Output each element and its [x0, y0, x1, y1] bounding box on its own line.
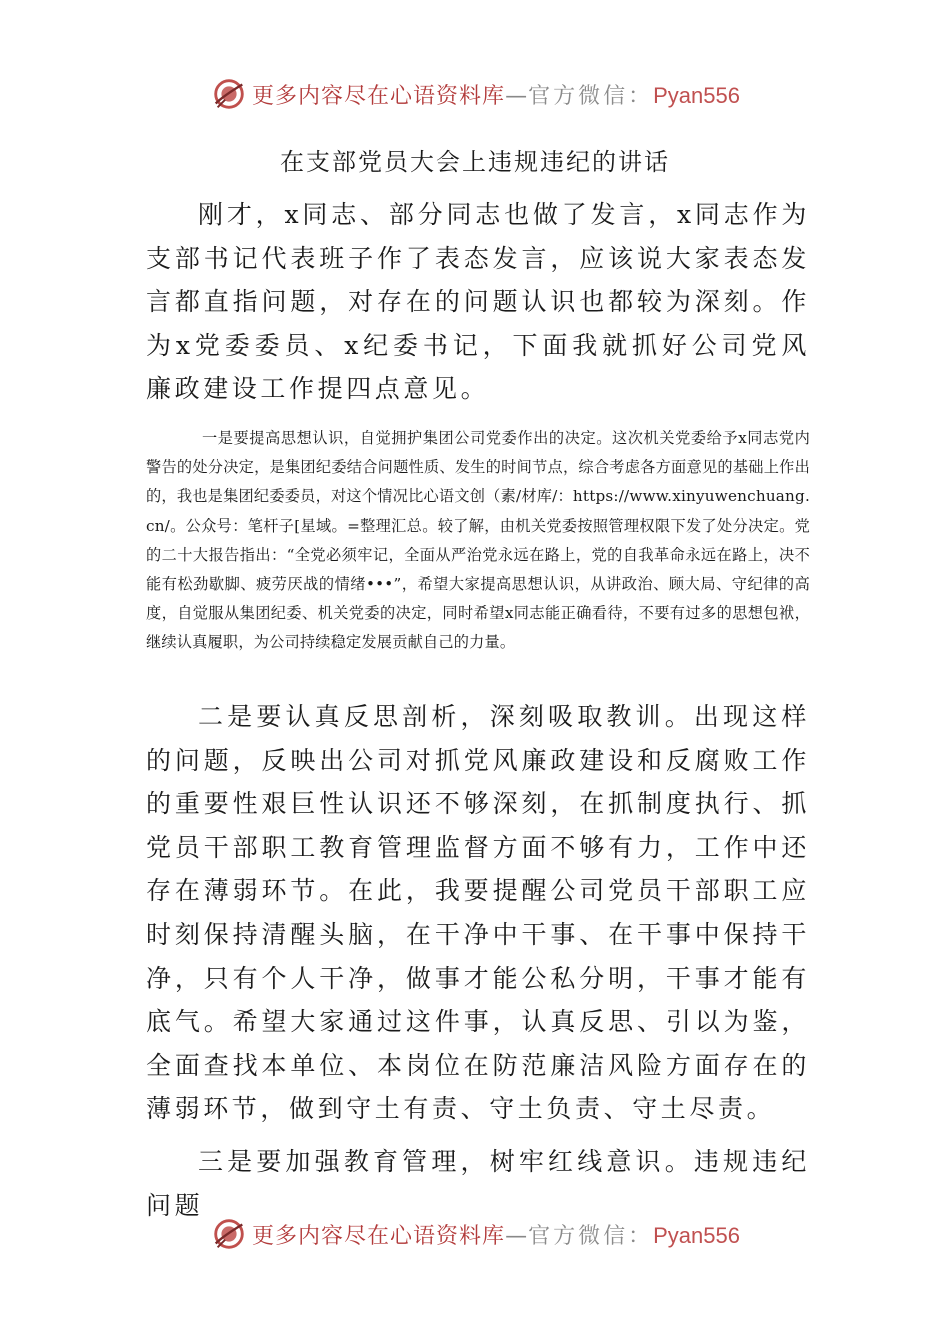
brand-logo-icon: [210, 75, 248, 113]
document-title: 在支部党员大会上违规违纪的讲话: [280, 148, 670, 176]
banner-main-text: 更多内容尽在心语资料库: [252, 83, 506, 109]
banner-main-text: 更多内容尽在心语资料库: [252, 1223, 506, 1249]
banner-text: [252, 1219, 740, 1250]
paragraph-point-one: 一是要提高思想认识，自觉拥护集团公司党委作出的决定。这次机关党委给予x同志党内警告的处分决定，是集团纪委结合问题性质、发生的时间节点，综合考虑各方面意见的基础上作出的，我也是集团纪委委员，对这个情况比心语文创（素/材库/：https://www.xinyuwenchuang.cn/。公众号：笔杆子[星域。=整理汇总。较了解，由机关党委按照管理权限下发了处分决定。党的二十大报告指出：“全党必须牢记，全面从严治党永远在路上，党的自我革命永远在路上，决不能有松劲歇脚、疲劳厌战的情绪•••”，希望大家提高思想认识，从讲政治、顾大局、守纪律的高度，自觉服从集团纪委、机关党委的决定，同时希望x同志能正确看待，不要有过多的思想包袱，继续认真履职，为公司持续稳定发展贡献自己的力量。: [146, 429, 810, 652]
banner-dash: —: [505, 1223, 529, 1249]
header-banner: [0, 72, 950, 116]
banner-text: [252, 79, 740, 110]
banner-wechat-id: Pyan556: [653, 82, 740, 108]
banner-dash: —: [505, 83, 529, 109]
banner-wechat-id: Pyan556: [653, 1222, 740, 1248]
brand-logo-icon: [210, 1215, 248, 1253]
banner-wechat-label: 官方微信：: [528, 83, 654, 109]
paragraph-point-two: 二是要认真反思剖析，深刻吸取教训。出现这样的问题，反映出公司对抓党风廉政建设和反腐败工作的重要性艰巨性认识还不够深刻，在抓制度执行、抓党员干部职工教育管理监督方面不够有力，工作中还存在薄弱环节。在此，我要提醒公司党员干部职工应时刻保持清醒头脑，在干净中干事、在干事中保持干净，只有个人干净，做事才能公私分明，干事才能有底气。希望大家通过这件事，认真反思、引以为鉴，全面查找本单位、本岗位在防范廉洁风险方面存在的薄弱环节，做到守土有责、守土负责、守土尽责。: [146, 702, 810, 1124]
banner-wechat-label: 官方微信：: [528, 1223, 654, 1249]
paragraph-point-three: 三是要加强教育管理，树牢红线意识。违规违纪问题: [146, 1147, 810, 1220]
paragraph-intro: 刚才，x同志、部分同志也做了发言，x同志作为支部书记代表班子作了表态发言，应该说大家表态发言都直指问题，对存在的问题认识也都较为深刻。作为x党委委员、x纪委书记，下面我就抓好公司党风廉政建设工作提四点意见。: [146, 200, 810, 404]
footer-banner: [0, 1212, 950, 1256]
